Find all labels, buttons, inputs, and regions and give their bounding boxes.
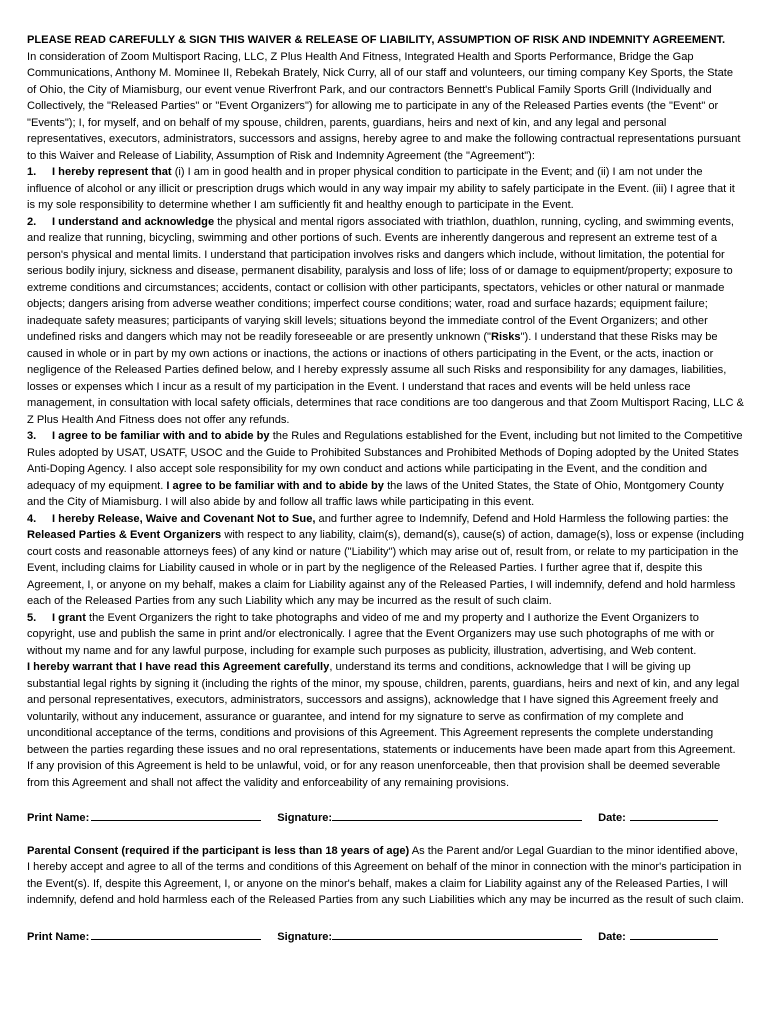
parental-lead: Parental Consent (required if the participant is less than 18 years of age) [27,844,410,857]
warrant-lead: I hereby warrant that I have read this Agreement carefully [27,661,330,673]
clause-bold-term: Risks [490,331,521,343]
clause-text-cont: the laws of the United States, the State of Ohio, Montgomery County and the City of Miamisburg. I will also abide by and follow all traffic laws while participating in this event. [27,479,724,508]
clause-bold-term: Released Parties & Event Organizers [27,529,222,541]
print-name-field[interactable] [91,927,261,940]
date-field[interactable] [630,927,718,940]
clause-3 [27,428,744,511]
clause-text-cont: "). I understand that these Risks may be caused in whole or in part by my own actions or inactions, the actions or inactions of others participating in the Event, or the acts, inaction or negligence of the Released Parties defined below, and I hereby expressly assume all such Risks and responsibility for any damages, liabilities, losses or expenses which I incur as a result of my participation in the Event. I understand that races and events will be held unless race management, in consultation with local safety officials, determines that race conditions are too dangerous and that Zoom Multisport Racing, LLC & Z Plus Health And Fitness does not offer any refunds. [27,331,744,426]
signature-field[interactable] [332,808,582,821]
clause-text: the Rules and Regulations established for the Event, including but not limited to the Competitive Rules adopted by USAT, USATF, USOC and the Guide to Prohibited Substances and Prohibited Methods of Doping adopted by the United States Anti-Doping Agency. I also accept sole responsibility for my own conduct and actions while participating in the Event, and the condition and adequacy of my equipment. [27,430,743,492]
signature-label: Signature: [277,930,333,943]
signature-field[interactable] [332,927,582,940]
clause-number: 1. [27,166,37,178]
clause-number: 5. [27,611,37,624]
clause-2 [27,214,744,429]
clause-number: 3. [27,430,37,442]
clause-text: and further agree to Indemnify, Defend and Hold Harmless the following parties: the [315,512,729,525]
clause-text-cont: with respect to any liability, claim(s), demand(s), cause(s) of action, damage(s), loss or expense (including court costs and reasonable attorneys fees) of any kind or nature ("Liability") which may arise out of, result from, or relate to my participation in the Event, including claims for Liability caused in whole or in part by the negligence of the Released Parties. I further agree that if, despite this Agreement, I, or anyone on my behalf, makes a claim for Liability against any of the Released Parties, I will indemnify, defend and hold harmless each of the Released Parties from any such Liability which any may be incurred as the result of such claim. [27,529,744,607]
clause-4 [27,511,744,610]
clause-text: the physical and mental rigors associated with triathlon, duathlon, running, cycling, and swimming events, and realize that running, bicycling, swimming and other portions of such. Events are inherently dangerous and represent an extreme test of a person's physical and mental limits. I understand that participation involves risks and dangers which include, without limitation, the potential for serious bodily injury, sickness and disease, permanent disability, paralysis and loss of life; loss of or damage to equipment/property; exposure to extreme conditions and circumstances; accidents, contact or collision with other participants, spectators, vehicles or other natural or manmade objects; dangers arising from adverse weather conditions; imperfect course conditions; water, road and surface hazards; equipment failure; inadequate safety measures; participants of varying skill levels; situations beyond the immediate control of the Event Organizers; and other undefined risks and dangers which may not be readily foreseeable or are presently unknown (" [27,215,734,343]
clause-lead: I hereby Release, Waive and Covenant Not to Sue, [52,512,316,525]
document-title: PLEASE READ CAREFULLY & SIGN THIS WAIVER & RELEASE OF LIABILITY, ASSUMPTION OF RISK AND INDEMNITY AGREEMENT. [27,34,726,46]
clause-text: the Event Organizers the right to take photographs and video of me and my property and I authorize the Event Organizers to copyright, use and publish the same in print and/or electronically. I agree that the Event Organizers may use such photographs of me with or without my name and for any lawful purpose, including for example such purposes as publicity, illustration, advertising, and Web content. [27,611,715,657]
participant-signature-row [27,808,744,827]
clause-5 [27,610,744,660]
date-label: Date: [598,930,626,943]
print-name-field[interactable] [91,808,261,821]
clause-lead: I grant [52,611,86,624]
date-label: Date: [598,812,626,824]
parental-text: As the Parent and/or Legal Guardian to the minor identified above, I hereby accept and agree to all of the terms and conditions of this Agreement on behalf of the minor in connection with the minor's participation in the Event(s). If, despite this Agreement, I, or anyone on the minor's behalf, makes a claim for Liability against any of the Released Parties, I will indemnify, defend and hold harmless each of the Released Parties from any such Liabilities which any may be incurred as the result of such claim. [27,844,744,906]
signature-label: Signature: [277,812,333,824]
clause-lead: I understand and acknowledge [52,215,215,228]
parental-consent-paragraph [27,843,744,909]
clause-lead: I hereby represent that [52,166,172,178]
warrant-paragraph [27,659,744,791]
date-field[interactable] [630,808,718,821]
clause-number: 4. [27,512,37,525]
print-name-label: Print Name: [27,930,90,943]
clause-bold-term: I agree to be familiar with and to abide by [166,479,384,492]
print-name-label: Print Name: [27,812,90,824]
clause-text: (i) I am in good health and in proper physical condition to participate in the Event; and (ii) I am not under the influence of alcohol or any illicit or prescription drugs which would in any way impair my ability to safely participate in the Event. (iii) I agree that it is my sole responsibility to determine whether I am sufficiently fit and healthy enough to participate in the Event. [27,166,735,211]
clause-lead: I agree to be familiar with and to abide by [52,430,270,442]
clause-number: 2. [27,215,37,228]
parent-signature-row [27,927,744,946]
intro-paragraph: In consideration of Zoom Multisport Racing, LLC, Z Plus Health And Fitness, Integrated Health and Sports Performance, Bridge the Gap Communications, Anthony M. Mominee II, Rebekah Brately, Nick Curry, all of our staff and volunteers, our timing company Key Sports, the State of Ohio, the City of Miamisburg, our event venue Riverfront Park, and our contractors Bennett's Publical Family Sports Grill (Individually and Collectively, the "Released Parties" or "Event Organizers") for allowing me to participate in any of the Released Parties events (the "Event" or "Events"); I, for myself, and on behalf of my spouse, children, parents, guardians, heirs and next of kin, and any legal and personal representatives, executors, administrators, successors and assigns, hereby agree to and make the following contractual representations pursuant to this Waiver and Release of Liability, Assumption of Risk and Indemnity Agreement (the "Agreement"): [27,50,741,162]
clause-1 [27,164,744,214]
warrant-text: , understand its terms and conditions, acknowledge that I will be giving up substantial legal rights by signing it (including the rights of the minor, my spouse, children, parents, guardians, heirs and next of kin, and any legal and personal representatives, executors, administrators, successors and assigns), acknowledge that I have signed this Agreement freely and voluntarily, without any inducement, assurance or guarantee, and intend for my signature to serve as confirmation of my complete and unconditional acceptance of the terms, conditions and provisions of this Agreement. This Agreement represents the complete understanding between the parties regarding these issues and no oral representations, statements or inducements have been made apart from this Agreement. If any provision of this Agreement is held to be unlawful, void, or for any reason unenforceable, then that provision shall be deemed severable from this Agreement and shall not affect the validity and enforceability of any remaining provisions. [27,661,740,789]
